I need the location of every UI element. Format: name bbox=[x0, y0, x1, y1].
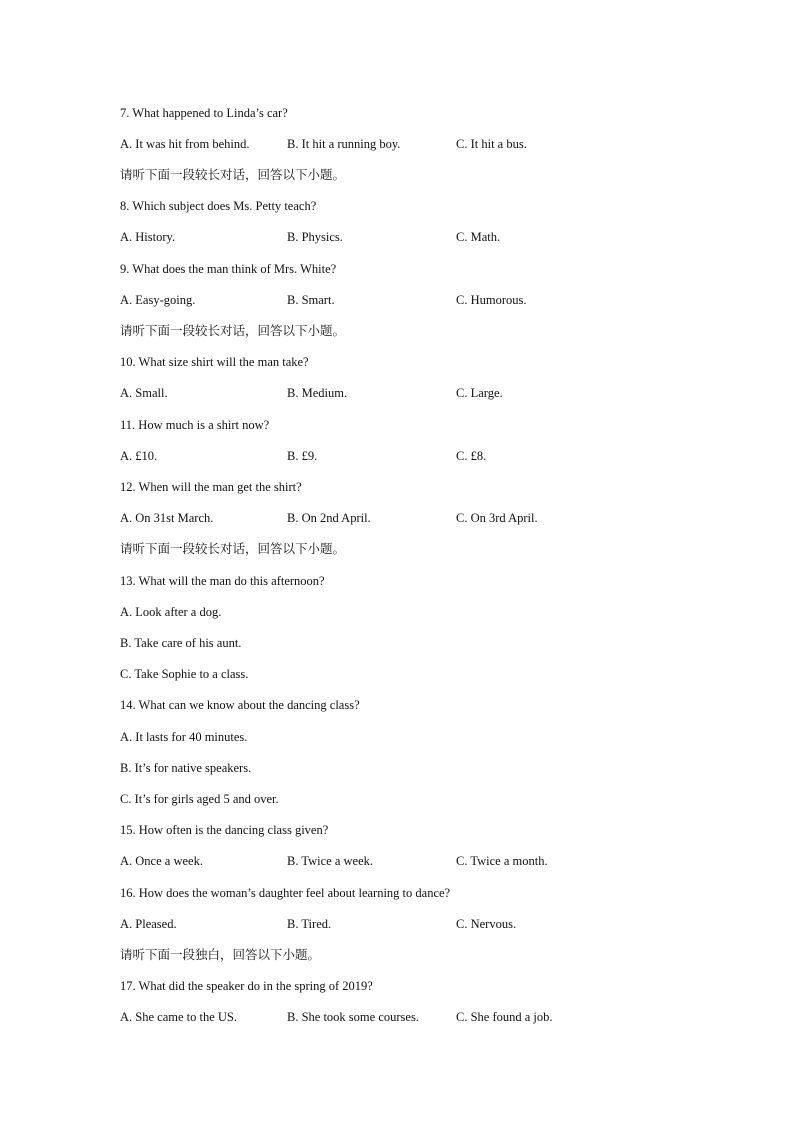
option-c: C. Twice a month. bbox=[456, 854, 548, 868]
option-a: A. £10. bbox=[120, 449, 158, 463]
option-a: A. On 31st March. bbox=[120, 511, 214, 525]
option-b: B. She took some courses. bbox=[287, 1010, 419, 1024]
instruction: 请听下面一段较长对话，回答以下小题。 bbox=[120, 541, 346, 556]
question-8: 8. Which subject does Ms. Petty teach? bbox=[120, 199, 317, 213]
option-b: B. Medium. bbox=[287, 386, 348, 400]
option-b: B. Tired. bbox=[287, 917, 332, 931]
question-11: 11. How much is a shirt now? bbox=[120, 418, 270, 432]
option-c: C. Take Sophie to a class. bbox=[120, 667, 249, 681]
option-b: B. It’s for native speakers. bbox=[120, 761, 252, 775]
option-a: A. It was hit from behind. bbox=[120, 137, 250, 151]
option-b: B. On 2nd April. bbox=[287, 511, 371, 525]
question-7: 7. What happened to Linda’s car? bbox=[120, 106, 288, 120]
instruction: 请听下面一段较长对话，回答以下小题。 bbox=[120, 167, 346, 182]
option-c: C. It hit a bus. bbox=[456, 137, 527, 151]
option-c: C. Large. bbox=[456, 386, 503, 400]
question-14: 14. What can we know about the dancing class? bbox=[120, 698, 360, 712]
instruction: 请听下面一段较长对话，回答以下小题。 bbox=[120, 323, 346, 338]
option-c: C. £8. bbox=[456, 449, 487, 463]
option-a: A. It lasts for 40 minutes. bbox=[120, 730, 248, 744]
option-b: B. £9. bbox=[287, 449, 318, 463]
option-c: C. It’s for girls aged 5 and over. bbox=[120, 792, 279, 806]
option-c: C. Nervous. bbox=[456, 917, 517, 931]
option-c: C. She found a job. bbox=[456, 1010, 553, 1024]
question-12: 12. When will the man get the shirt? bbox=[120, 480, 302, 494]
question-10: 10. What size shirt will the man take? bbox=[120, 355, 309, 369]
option-a: A. Small. bbox=[120, 386, 168, 400]
option-c: C. Math. bbox=[456, 230, 501, 244]
question-16: 16. How does the woman’s daughter feel about learning to dance? bbox=[120, 886, 451, 900]
option-a: A. Pleased. bbox=[120, 917, 177, 931]
option-a: A. Look after a dog. bbox=[120, 605, 222, 619]
option-b: B. Smart. bbox=[287, 293, 335, 307]
option-a: A. History. bbox=[120, 230, 176, 244]
question-17: 17. What did the speaker do in the spring of 2019? bbox=[120, 979, 373, 993]
question-9: 9. What does the man think of Mrs. White? bbox=[120, 262, 337, 276]
option-b: B. It hit a running boy. bbox=[287, 137, 401, 151]
question-15: 15. How often is the dancing class given? bbox=[120, 823, 329, 837]
option-b: B. Take care of his aunt. bbox=[120, 636, 242, 650]
instruction: 请听下面一段独白，回答以下小题。 bbox=[120, 947, 321, 962]
question-13: 13. What will the man do this afternoon? bbox=[120, 574, 325, 588]
option-c: C. On 3rd April. bbox=[456, 511, 538, 525]
option-b: B. Twice a week. bbox=[287, 854, 374, 868]
option-a: A. Easy-going. bbox=[120, 293, 196, 307]
option-a: A. Once a week. bbox=[120, 854, 203, 868]
option-c: C. Humorous. bbox=[456, 293, 527, 307]
option-b: B. Physics. bbox=[287, 230, 343, 244]
option-a: A. She came to the US. bbox=[120, 1010, 237, 1024]
